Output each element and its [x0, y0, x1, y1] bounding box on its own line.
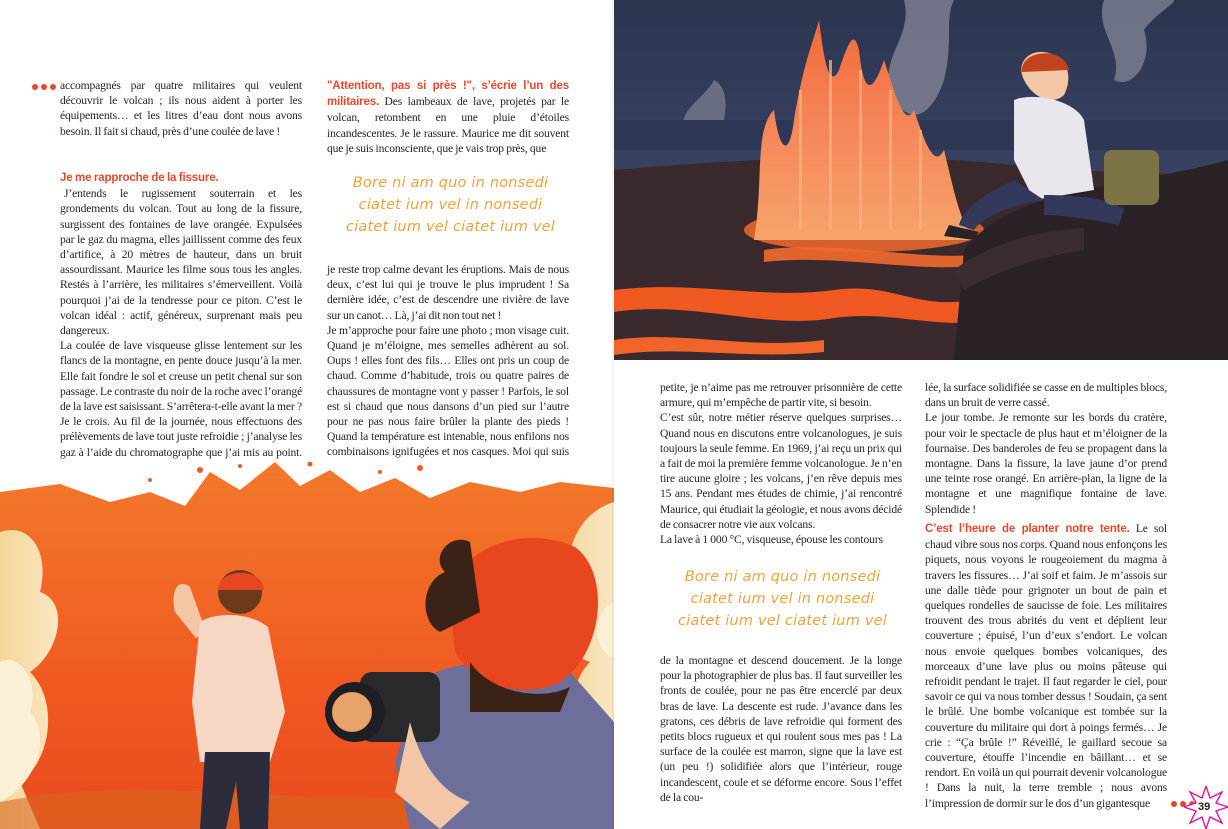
- column-3-bottom: [660, 653, 902, 805]
- column-4-bottom: [925, 521, 1167, 811]
- column-2-para-1: Des lambeaux de lave, projetés par le volcan, retombent en une pluie d’étoiles incandescentes. Je le rassure. Maurice me dit souvent que je suis inconsciente, que je vais trop près, que: [327, 95, 569, 155]
- pull-quote-left: Bore ni am quo in nonsedi ciatet ium vel in nonsedi ciatet ium vel ciatet ium vel: [346, 175, 555, 235]
- column-3-para-1: petite, je n’aime pas me retrouver prisonnière de cette armure, qui m’empêche de partir vite, si besoin.: [660, 381, 902, 410]
- column-4-para-3: Le sol chaud vibre sous nos corps. Quand nous enfonçons les piquets, nous voyons le rougeoiement du magma à travers les fissures… J’ai soif et faim. Je m’assois sur une dalle tiède pour grignoter un bout de pain et quelques rondelles de saucisse de foie. Les militaires trouvent des trous abrités du vent et déplient leur couverture ; épuisé, l’un d’eux s’endort. Le volcan nous envoie quelques bombes volcaniques, des morceaux d’une lave plus ou moins pâteuse qui refroidit pendant le trajet. Il faut regarder le ciel, pour savoir ce qui va nous tomber dessus ! Soudain, ça sent le brûlé. Une bombe volcanique est tombée sur la couverture du militaire qui dort à poings fermés… Je crie : “Ça brûle !” Réveillé, le gaillard secoue sa couverture, étouffe l’incendie en bâillant… et se rendort. En voilà un qui pourrait devenir volcanologue ! Dans la nuit, la terre tremble ; nous avons l’impression de dormir sur le dos d’un gigantesque: [925, 522, 1168, 810]
- subhead-attention: "Attention, pas si près !", s’écrie l’un des militaires.: [327, 80, 569, 109]
- column-1-para-1: J’entends le rugissement souterrain et les grondements du volcan. Tout au long de la fissure, surgissent des fontaines de lave orangée. Expulsées par le gaz du magma, elles jaillissent comme des feux d’artifice, à 20 mètres de hauteur, dans un bruit assourdissant. Maurice les filme sous tous les angles. Restés à l’arrière, les militaires s’émerveillent. Voilà pourquoi j’ai de la tendresse pour ce piton. C’est le volcan idéal : actif, généreux, surprenant mais peu dangereux.: [60, 187, 302, 338]
- pull-quote-right: Bore ni am quo in nonsedi ciatet ium vel in nonsedi ciatet ium vel ciatet ium vel: [678, 569, 887, 629]
- right-page: [614, 0, 1228, 829]
- column-1-para-2: La coulée de lave visqueuse glisse lentement sur les flancs de la montagne, en pente douce jusqu’à la mer. Elle fait fondre le sol et creuse un petit chenal sur son passage. Le contraste du noir de la roche avec l’orangé de la lave est saisissant. S’arrêtera-t-elle avant la mer ? Je le crois. Au fil de la journée, nous effectuons des prélèvements de lave tout juste refroidie ; j’analyse les gaz à l’aide du chromatographe que j’ai mis au point.: [60, 339, 302, 459]
- page-number-badge: [1184, 786, 1228, 829]
- column-3-top: [660, 380, 902, 547]
- continuation-dots: [32, 84, 56, 90]
- column-3-para-2: C’est sûr, notre métier réserve quelques surprises… Quand nous en discutons entre volcanologues, je suis toujours la seule femme. En 1969, j’ai reçu un prix qui a fait de moi la première femme volcanologue. Je n’en tire aucune gloire ; les volcans, j’en rêve depuis mes 15 ans. Pendant mes études de chimie, j’ai rencontré Maurice, qui étudiait la géologie, et nous avons décidé de consacrer notre vie aux volcans.: [660, 411, 902, 531]
- column-1: [60, 78, 302, 139]
- illustration-lava-fountain: [614, 0, 1228, 360]
- subhead-tent: C’est l’heure de planter notre tente.: [925, 523, 1130, 535]
- illustration-volcanologists-filming: [0, 462, 614, 829]
- column-1-intro: accompagnés par quatre militaires qui veulent découvrir le volcan ; ils nous aident à porter les équipements… et les litres d’eau dont nous avons besoin. Il fait si chaud, près d’une coulée de lave !: [60, 79, 302, 138]
- column-4-para-1: lée, la surface solidifiée se casse en de multiples blocs, dans un bruit de verre cassé.: [925, 381, 1167, 410]
- column-2-top: [327, 78, 569, 156]
- subhead-fissure: Je me rapproche de la fissure.: [60, 172, 219, 184]
- page-number: 39: [1198, 801, 1211, 813]
- column-3-para-4: de la montagne et descend doucement. Je la longe pour la photographier de plus bas. Il faut surveiller les fronts de coulée, pour ne pas être encerclé par deux bras de lave. La descente est rude. J’avance dans les gratons, ces débris de lave refroidie qui forment des petits blocs rugueux et qui roulent sous mes pas ! La surface de la coulée est marron, signe que la lave est (un peu !) solidifiée alors que l’intérieur, rouge incandescent, coule et se déforme encore. Sous l’effet de la cou-: [660, 654, 902, 804]
- column-3-para-3: La lave à 1 000 °C, visqueuse, épouse les contours: [660, 533, 883, 547]
- column-2-para-2: je reste trop calme devant les éruptions. Mais de nous deux, c’est lui qui je trouve le plus imprudent ! Sa dernière idée, c’est de descendre une rivière de lave sur un canot… Là, j’ai dit non tout net !: [327, 263, 569, 322]
- column-2-para-3: Je m’approche pour faire une photo ; mon visage cuit. Quand je m’éloigne, mes semelles adhèrent au sol. Oups ! elles font des fils… Elles ont pris un coup de chaud. Comme d’habitude, trois ou quatre paires de chaussures de montagne vont y passer ! Parfois, le sol est si chaud que nous dansons d’un pied sur l’autre pour ne pas nous faire brûler la plante des pieds ! Quand la température est intenable, nous enfilons nos combinaisons ignifugées et nos casques. Moi qui suis: [327, 323, 569, 459]
- column-1-body: [60, 171, 302, 490]
- column-4-top: [925, 380, 1167, 517]
- column-2-bottom: [327, 262, 569, 475]
- column-4-para-2: Le jour tombe. Je remonte sur les bords du cratère, pour voir le spectacle de plus haut et m’éloigner de la fournaise. Des banderoles de feu se propagent dans la montagne. Dans la fissure, la lave jaune d’or prend une teinte rose orangé. En arrière-plan, la ligne de la montagne et une magnifique fontaine de lave. Splendide !: [925, 411, 1167, 516]
